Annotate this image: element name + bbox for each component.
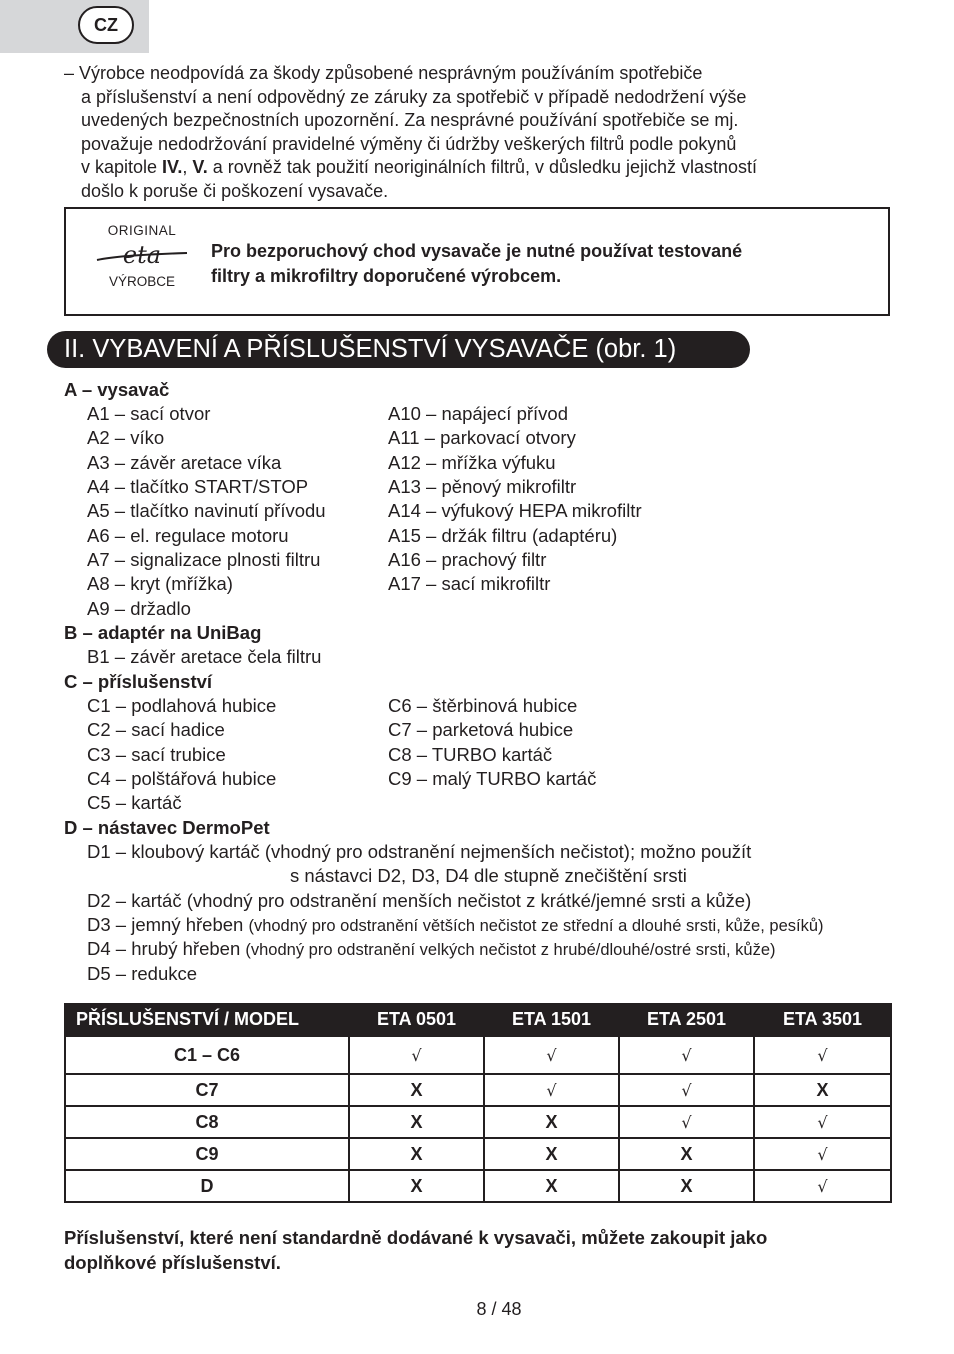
list-item: A5 – tlačítko navinutí přívodu [87, 500, 326, 521]
list-item: A1 – sací otvor [87, 403, 211, 424]
table-cell: X [754, 1074, 891, 1106]
item-note: (vhodný pro odstranění větších nečistot ze střední a dlouhé srsti, kůže, pesíků) [248, 917, 824, 935]
column-header: ETA 2501 [619, 1003, 754, 1036]
table-cell: √ [619, 1036, 754, 1074]
row-label: C1 – C6 [65, 1036, 349, 1074]
table-cell: √ [619, 1106, 754, 1138]
row-label: D [65, 1170, 349, 1202]
list-item: A2 – víko [87, 427, 165, 448]
list-item: C5 – kartáč [87, 792, 182, 813]
table-cell: √ [484, 1036, 619, 1074]
row-label: C9 [65, 1138, 349, 1170]
list-item: D1 – kloubový kartáč (vhodný pro odstranění nejmenších nečistot); možno použít [87, 841, 752, 862]
intro-line: považuje nedodržování pravidelné výměny či údržby veškerých filtrů podle pokynů [81, 133, 737, 154]
column-header: ETA 0501 [349, 1003, 484, 1036]
list-item [87, 938, 776, 960]
accessory-model-table [64, 1003, 892, 1203]
column-header: ETA 3501 [754, 1003, 891, 1036]
column-header: ETA 1501 [484, 1003, 619, 1036]
item-note: (vhodný pro odstranění velkých nečistot z hrubé/dlouhé/ostré srsti, kůže) [245, 941, 776, 959]
table-cell: √ [754, 1170, 891, 1202]
list-item: A8 – kryt (mřížka) [87, 573, 233, 594]
table-row [65, 1170, 891, 1202]
logo-manufacturer-label: VÝROBCE [108, 274, 176, 289]
list-item: A12 – mřížka výfuku [388, 452, 556, 473]
intro-text: v kapitole [81, 157, 163, 178]
footnote-line: doplňkové příslušenství. [64, 1252, 281, 1273]
list-item [87, 914, 824, 936]
list-item: C1 – podlahová hubice [87, 695, 277, 716]
liability-paragraph [64, 62, 894, 204]
list-item: A3 – závěr aretace víka [87, 452, 282, 473]
list-item: A15 – držák filtru (adaptéru) [388, 525, 618, 546]
table-cell: √ [484, 1074, 619, 1106]
list-item: A17 – sací mikrofiltr [388, 573, 551, 594]
table-cell: √ [754, 1138, 891, 1170]
group-title-b: B – adaptér na UniBag [64, 622, 262, 643]
table-cell: X [349, 1106, 484, 1138]
intro-line: – Výrobce neodpovídá za škody způsobené nesprávným používáním spotřebiče [64, 63, 703, 83]
section-title: II. VYBAVENÍ A PŘÍSLUŠENSTVÍ VYSAVAČE (obr. 1) [47, 331, 750, 368]
table-cell: X [349, 1138, 484, 1170]
table-cell: X [484, 1170, 619, 1202]
group-title-c: C – příslušenství [64, 671, 213, 692]
column-header: PŘÍSLUŠENSTVÍ / MODEL [65, 1003, 349, 1036]
footnote [64, 1225, 894, 1275]
page-number: 8 / 48 [476, 1299, 522, 1319]
chapter-ref: IV. [162, 157, 183, 178]
table-row [65, 1138, 891, 1170]
list-item: A10 – napájecí přívod [388, 403, 568, 424]
table-row [65, 1074, 891, 1106]
table-cell: X [484, 1106, 619, 1138]
list-item: C6 – štěrbinová hubice [388, 695, 578, 716]
table-header-row [65, 1003, 891, 1036]
list-item: A16 – prachový filtr [388, 549, 547, 570]
list-item: A13 – pěnový mikrofiltr [388, 476, 577, 497]
list-item: A11 – parkovací otvory [388, 427, 576, 448]
language-badge: CZ [78, 6, 134, 44]
table-row [65, 1036, 891, 1074]
language-tab [0, 0, 149, 53]
table-cell: √ [619, 1074, 754, 1106]
list-item: C8 – TURBO kartáč [388, 744, 553, 765]
item-label: D4 – hrubý hřeben [87, 938, 246, 959]
intro-text: a rovněž tak použití neoriginálních filtrů, v důsledku jejichž vlastností [207, 157, 758, 178]
group-title-a: A – vysavač [64, 379, 170, 400]
list-item: C4 – polštářová hubice [87, 768, 277, 789]
table-cell: √ [754, 1036, 891, 1074]
list-item: A14 – výfukový HEPA mikrofiltr [388, 500, 642, 521]
table-cell: X [349, 1170, 484, 1202]
list-item: D5 – redukce [87, 963, 198, 984]
list-item: C9 – malý TURBO kartáč [388, 768, 597, 789]
group-title-d: D – nástavec DermoPet [64, 817, 270, 838]
table-cell: X [484, 1138, 619, 1170]
table-cell: √ [349, 1036, 484, 1074]
table-cell: X [619, 1170, 754, 1202]
intro-line [64, 156, 894, 180]
notice-line: Pro bezporuchový chod vysavače je nutné používat testované [211, 241, 743, 261]
list-item: D2 – kartáč (vhodný pro odstranění menších nečistot z krátké/jemné srsti a kůže) [87, 890, 752, 911]
table-cell: X [349, 1074, 484, 1106]
logo-original-label: ORIGINAL [107, 223, 177, 238]
notice-text [211, 239, 871, 289]
intro-text: , [182, 157, 193, 178]
list-item: C7 – parketová hubice [388, 719, 574, 740]
intro-line: došlo k poruše či poškození vysavače. [81, 180, 389, 201]
list-item: A7 – signalizace plnosti filtru [87, 549, 321, 570]
list-item: B1 – závěr aretace čela filtru [87, 646, 322, 667]
intro-line: a příslušenství a není odpovědný ze záruky za spotřebič v případě nedodržení výše [81, 86, 747, 107]
list-item: C2 – sací hadice [87, 719, 225, 740]
item-label: D3 – jemný hřeben [87, 914, 249, 935]
chapter-ref: V. [192, 157, 208, 178]
intro-line: uvedených bezpečnostních upozornění. Za nesprávné používání spotřebiče se mj. [81, 110, 739, 131]
table-row [65, 1106, 891, 1138]
eta-script-logo-icon [95, 240, 189, 270]
list-item: A4 – tlačítko START/STOP [87, 476, 309, 497]
notice-line: filtry a mikrofiltry doporučené výrobcem. [211, 266, 562, 286]
eta-original-logo [94, 223, 190, 303]
list-item: A9 – držadlo [87, 598, 191, 619]
row-label: C8 [65, 1106, 349, 1138]
list-item: C3 – sací trubice [87, 744, 226, 765]
list-item-continuation: s nástavci D2, D3, D4 dle stupně znečištění srsti [290, 865, 687, 886]
row-label: C7 [65, 1074, 349, 1106]
list-item: A6 – el. regulace motoru [87, 525, 289, 546]
svg-text:eta: eta [122, 241, 162, 269]
table-cell: √ [754, 1106, 891, 1138]
footnote-line: Příslušenství, které není standardně dodávané k vysavači, můžete zakoupit jako [64, 1227, 768, 1248]
original-filter-notice [64, 207, 890, 316]
table-cell: X [619, 1138, 754, 1170]
